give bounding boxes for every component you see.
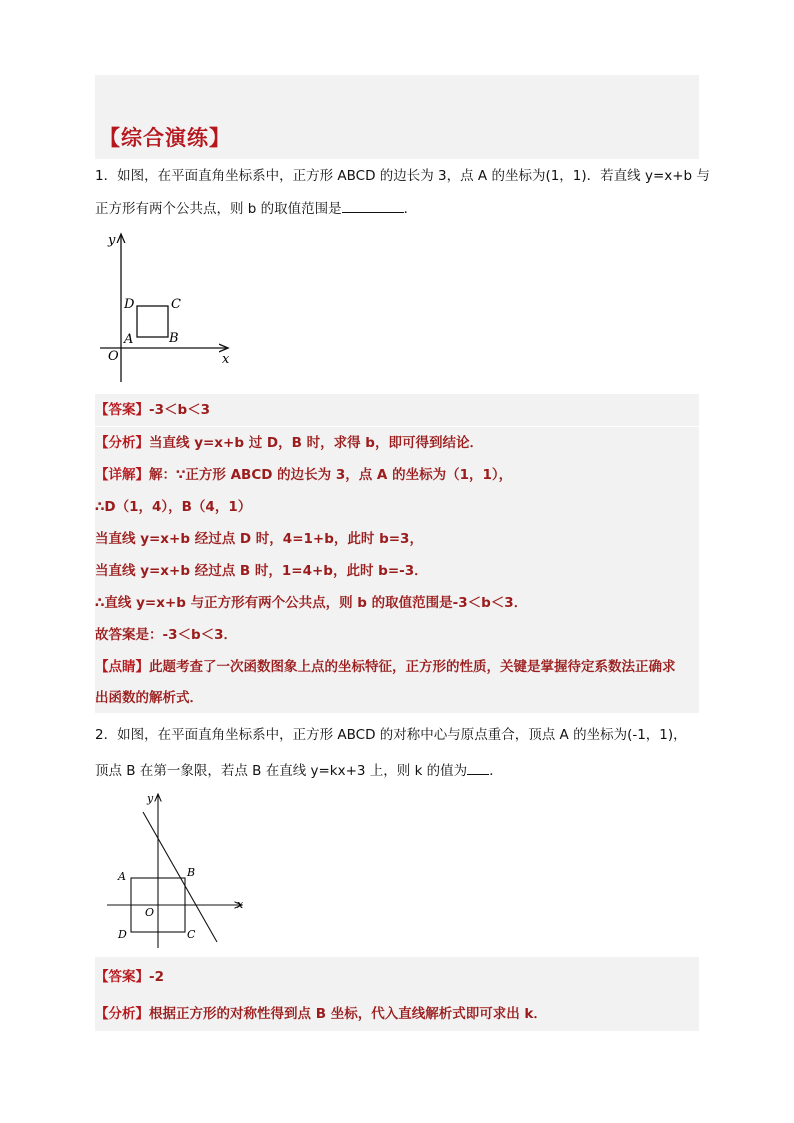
q1-comment-row1 [95, 651, 699, 683]
q1-label-d: D [124, 297, 135, 312]
q1-answer-row [95, 394, 699, 426]
q1-detail6: 故答案是：-3＜b＜3． [95, 619, 699, 651]
q1-detail1: 解：∵正方形 ABCD 的边长为 3，点 A 的坐标为（1，1）， [149, 467, 513, 483]
q1-detail2: ∴D（1，4），B（4，1） [95, 491, 699, 523]
q2-stem-text: 顶点 B 在第一象限，若点 B 在直线 y=kx+3 上，则 k 的值为 [95, 763, 468, 779]
q1-label-a: A [124, 332, 134, 347]
q2-answer-blank [467, 760, 489, 775]
q2-label-d: D [118, 928, 127, 941]
q1-comment1: 此题考查了一次函数图象上点的坐标特征，正方形的性质，关键是掌握待定系数法正确求 [149, 659, 676, 675]
q1-detail5: ∴直线 y=x+b 与正方形有两个公共点，则 b 的取值范围是-3＜b＜3． [95, 587, 699, 619]
section-title: 【综合演练】 [99, 126, 231, 150]
q1-detail3: 当直线 y=x+b 经过点 D 时，4=1+b，此时 b=3， [95, 523, 699, 555]
q2-answer-tag: 【答案】 [95, 969, 149, 985]
q1-label-x: x [222, 352, 230, 367]
q2-answer-row [95, 957, 699, 1001]
q1-stem-text: 正方形有两个公共点，则 b 的取值范围是 [95, 201, 342, 217]
q2-label-c: C [187, 928, 196, 941]
q1-detail-tag: 【详解】 [95, 467, 149, 483]
q1-analysis: 当直线 y=x+b 过 D，B 时，求得 b，即可得到结论． [149, 435, 483, 451]
q1-detail-row1 [95, 459, 699, 491]
q2-label-x: x [237, 898, 244, 911]
q1-label-o: O [108, 349, 119, 364]
q1-square [137, 306, 168, 337]
q1-answer: -3＜b＜3 [149, 402, 211, 418]
q1-label-y: y [108, 233, 116, 248]
q1-analysis-tag: 【分析】 [95, 435, 149, 451]
q1-label-c: C [171, 297, 181, 312]
q1-figure [100, 228, 240, 388]
q1-stem-line1: 1．如图，在平面直角坐标系中，正方形 ABCD 的边长为 3，点 A 的坐标为(1，1)．若直线 y=x+b 与 [95, 168, 710, 184]
q1-detail4: 当直线 y=x+b 经过点 B 时，1=4+b，此时 b=-3． [95, 555, 699, 587]
q2-label-a: A [118, 870, 126, 883]
q1-answer-blank [342, 198, 404, 213]
q2-analysis: 根据正方形的对称性得到点 B 坐标，代入直线解析式即可求出 k． [149, 1006, 547, 1022]
q2-stem-line1: 2．如图，在平面直角坐标系中，正方形 ABCD 的对称中心与原点重合，顶点 A 的坐标为(-1，1)， [95, 727, 687, 743]
q1-answer-tag: 【答案】 [95, 402, 149, 418]
q2-label-b: B [187, 866, 196, 879]
q1-stem-end: ． [403, 201, 418, 217]
q2-figure [104, 790, 254, 950]
q2-analysis-tag: 【分析】 [95, 1006, 149, 1022]
q1-stem-line2 [95, 198, 699, 219]
q2-stem-line2 [95, 760, 699, 781]
q1-analysis-row [95, 427, 699, 459]
q2-line [143, 812, 217, 942]
q1-comment2: 出函数的解析式． [95, 683, 699, 713]
q2-answer: -2 [149, 969, 164, 985]
q2-label-y: y [147, 792, 154, 805]
q2-stem-end: ． [489, 763, 503, 779]
q2-analysis-row [95, 1001, 699, 1031]
q1-comment-tag: 【点睛】 [95, 659, 149, 675]
q2-label-o: O [145, 906, 155, 919]
q1-label-b: B [169, 331, 179, 346]
